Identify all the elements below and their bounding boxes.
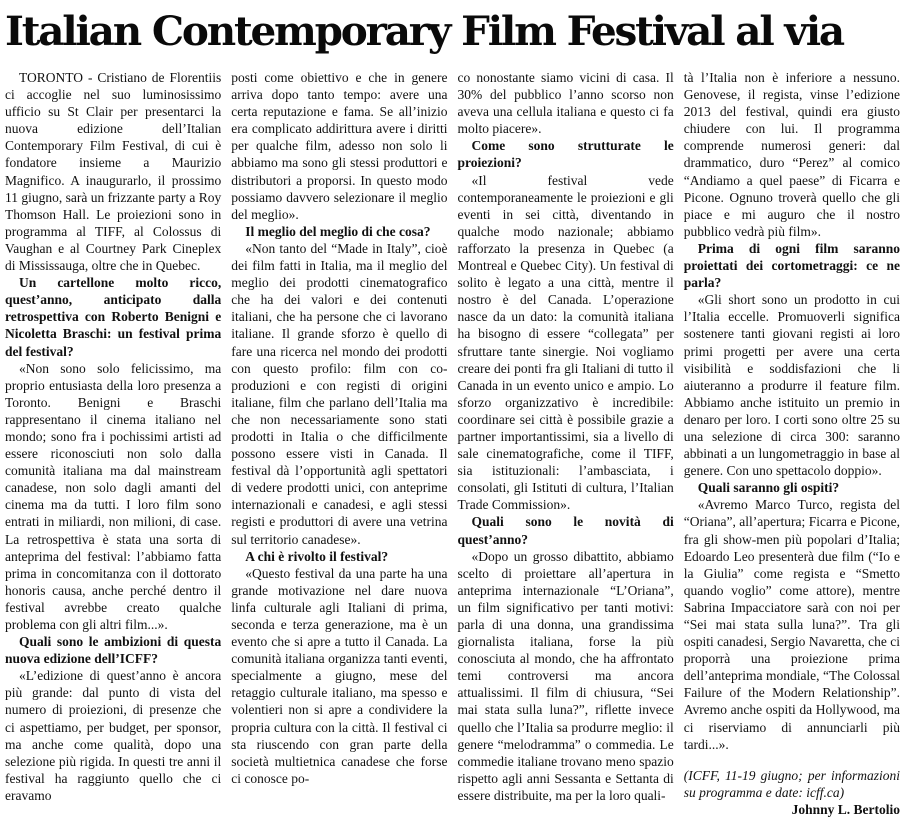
headline: Italian Contemporary Film Festival al via xyxy=(5,7,843,55)
article-column-3 xyxy=(457,69,674,803)
spacer xyxy=(684,753,900,767)
interview-question: Quali sono le ambizioni di questa nuova edizione dell’ICFF? xyxy=(5,634,222,667)
body-paragraph: posti come obiettivo e che in genere arriva dopo tanto tempo: avere una certa reputazione e fama. Se all’inizio era complicato addirittura avere i diritti per qualche film, adesso non solo li abbiamo ma sono gli stessi produttori e distributori a proporsi. In questo modo possiamo davvero selezionare il meglio del meglio». xyxy=(231,70,448,222)
interview-question: Quali sono le novità di quest’anno? xyxy=(457,514,674,547)
body-paragraph: co nonostante siamo vicini di casa. Il 30% del pubblico l’anno scorso non aveva una cellula italiana e questo ci fa molto piacere». xyxy=(457,70,674,137)
interview-question: Prima di ogni film saranno proiettati dei cortometraggi: ce ne parla? xyxy=(683,240,900,291)
interview-answer: «Avremo Marco Turco, regista del “Oriana”, all’apertura; Ficarra e Picone, fra gli show-men più popolari d’Italia; Edoardo Leo presenterà due film (“Io e la Giulia” come regista e “Smetto quando voglio” come attore), mentre Sabrina Impacciatore sarà con noi per “Sei mai stata sulla luna?”. Tra gli ospiti canadesi, Sergio Navaretta, che ci proporrà una proiezione prima dell’anteprima mondiale, “The Colossal Failure of the Modern Relationship”. Avremo anche ospiti da Hollywood, ma ci riserviamo di annunciarli più tardi...». xyxy=(683,497,900,752)
interview-answer: «Questo festival da una parte ha una grande motivazione nel dare nuova linfa culturale agli Italiani di prima, seconda e terza generazione, ma è un evento che si apre a tutto il Canada. La comunità italiana organizza tanti eventi, specialmente a giugno, mese del retaggio culturale italiano, ma spesso e volentieri non si apre a condividere la propria cultura con la città. Il festival ci sta riuscendo con gran parte della società multietnica canadese che forse ci conosce po- xyxy=(231,565,448,786)
interview-question: Come sono strutturate le proiezioni? xyxy=(457,138,674,171)
body-paragraph: tà l’Italia non è inferiore a nessuno. Genovese, il regista, vinse l’edizione 2013 del festival, quindi era giusto chiudere con lui. Il programma comprende numerosi generi: dal drammatico, duro “Perez” al comico “Andiamo a quel paese” di Ficarra e Picone. Ognuno troverà quello che gli piace e mi auguro che il nostro pubblico vedrà più film». xyxy=(683,70,900,239)
interview-question: A chi è rivolto il festival? xyxy=(245,548,389,564)
article-column-2 xyxy=(231,69,448,786)
interview-answer: «Non tanto del “Made in Italy”, cioè dei film fatti in Italia, ma il meglio del meglio dei prodotti cinematografico che ha dei valori e dei contenuti italiani, che ha persone che ci lavorano italiane. Il grande sforzo è quello di fare una ricerca nel mondo dei prodotti con questo profilo: film con co-produzioni e con registi di origini italiane, film che parlano dell’Italia ma che non necessariamente sono stati prodotti in Italia o che difficilmente possono essere visti in Canada. Il festival dà l’opportunità agli spettatori di vedere prodotti unici, con anteprime internazionali e canadesi, e agli stessi registi e produttori di avere una vetrina sul territorio canadese». xyxy=(231,240,448,547)
interview-question: Il meglio del meglio di che cosa? xyxy=(245,223,431,239)
interview-answer: «Non sono solo felicissimo, ma proprio entusiasta della loro presenza a Toronto. Benigni e Braschi rappresentano il cinema italiano nel mondo; sono fra i pochissimi artisti ad essere riconosciuti non solo dalla comunità italiana ma dal mainstream canadese, non solo dagli amanti del cinema ma da tutti. I loro film sono entrati in miliardi, non milioni, di case. La retrospettiva è stata una sorta di anteprima del festival: l’abbiamo fatta prima in concomitanza con il dottorato honoris causa, anche perché dentro il festival avrebbe creato qualche problema con gli altri film...». xyxy=(5,360,222,632)
interview-answer: «L’edizione di quest’anno è ancora più grande: dal punto di vista del numero di proiezioni, di presenze che ci aspettiamo, per budget, per sponsor, ma anche come qualità, dopo una selezione più rigida. In questi tre anni il festival ha raggiunto quello che ci eravamo xyxy=(5,668,222,803)
article-column-1 xyxy=(5,69,222,803)
article-columns xyxy=(5,69,900,817)
interview-answer: «Il festival vede contemporaneamente le proiezioni e gli eventi in sei città, diventando in qualche modo nazionale; abbiamo rafforzato la presenza in Quebec (a Montreal e Quebec City). Un festival di solito è legato a una città, mentre il nostro è del Canada. L’operazione nasce da un dato: la comunità italiana ha bisogno di essere “collegata” per sfruttare tante sinergie. Noi vogliamo creare dei ponti fra gli Italiani di tutto il Canada in un evento unico e ampio. Lo sforzo organizzativo è incredibile: coordinare sei città è possibile grazie a partner importantissimi, sia a livello di sale cinematografiche, come il TIFF, sia istituzionali: l’ambasciata, i consolati, gli Istituti di cultura, l’Italian Trade Commission». xyxy=(457,172,674,513)
author-byline: Johnny L. Bertolio xyxy=(791,801,900,817)
interview-answer: «Dopo un grosso dibattito, abbiamo scelto di proiettare all’apertura in anteprima internazionale “L’Oriana”, un film significativo per tanti motivi: parla di una donna, una grandissima giornalista italiana, forse la più conosciuta al mondo, che ha affrontato temi controversi ma ancora attualissimi. Il film di chiusura, “Sei mai stata sulla luna?”, riflette invece quello che l’Italia sa produrre meglio: il genere “melodramma” o commedia. Le commedie italiane trovano meno spazio rispetto agli anni Sessanta e Settanta di essere distribuite, ma per la loro quali- xyxy=(457,548,674,803)
interview-question: Quali saranno gli ospiti? xyxy=(697,480,840,496)
article-column-4 xyxy=(683,69,900,817)
interview-question: Un cartellone molto ricco, quest’anno, anticipato dalla retrospettiva con Roberto Benigni e Nicoletta Braschi: un festival prima del festival? xyxy=(5,275,222,359)
event-info-note: (ICFF, 11-19 giugno; per informazioni su programma e date: icff.ca) xyxy=(683,767,900,800)
lead-paragraph: TORONTO - Cristiano de Florentiis ci accoglie nel suo luminosissimo ufficio su St Clair per presentarci la nuova edizione dell’Italian Contemporary Film Festival, di cui è fondatore insieme a Maurizio Magnifico. A inaugurarlo, il prossimo 11 giugno, sarà un frizzante party a Roy Thomson Hall. Le proiezioni sono in programma al TIFF, al Colossus di Vaughan e al Courtney Park Cineplex di Mississauga, oltre che in Quebec. xyxy=(5,70,222,274)
interview-answer: «Gli short sono un prodotto in cui l’Italia eccelle. Promuoverli significa sostenere tanti giovani registi ai loro primi progetti per avere una certa visibilità e soddisfazioni che li aiuteranno a produrre il feature film. Abbiamo anche istituito un premio in denaro per loro. I corti sono oltre 25 su una selezione di circa 300: saranno abbinati a un lungometraggio in base al genere. Con uno spettacolo doppio». xyxy=(683,292,900,479)
